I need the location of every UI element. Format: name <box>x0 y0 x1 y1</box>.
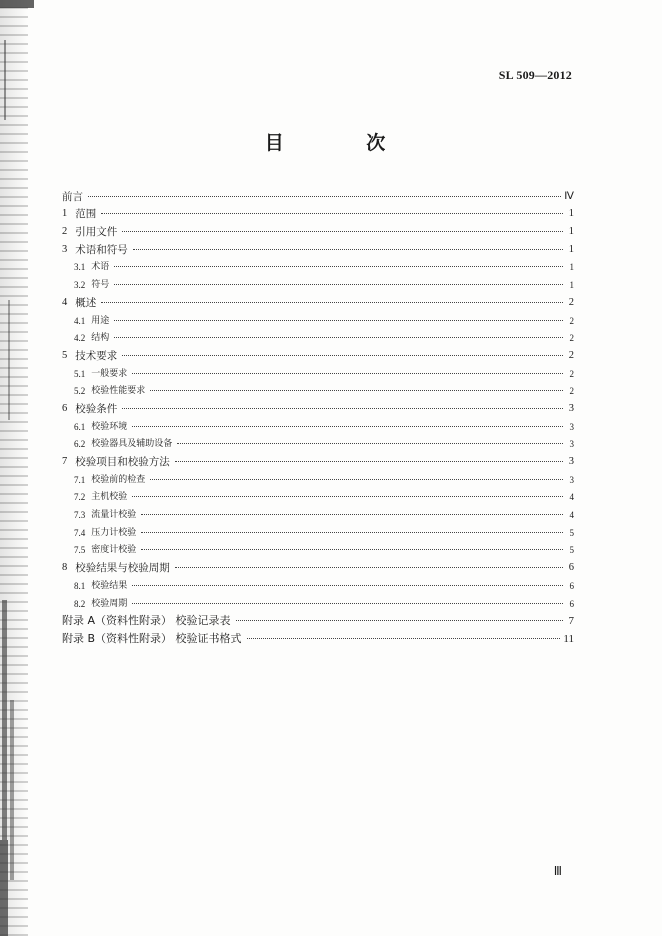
page-number: Ⅲ <box>553 864 562 878</box>
toc-dot-leader <box>114 320 563 321</box>
toc-entry-label: 技术要求 <box>75 349 118 362</box>
toc-entry-page: 3 <box>569 421 574 432</box>
toc-entry[interactable] <box>62 415 574 433</box>
toc-entry-label: 校验结果与校验周期 <box>75 562 170 575</box>
toc-entry-label: 结构 <box>91 333 110 344</box>
toc-entry-label: 概述 <box>75 296 97 309</box>
toc-entry-label: 用途 <box>91 315 110 326</box>
toc-entry-page: 1 <box>569 262 574 273</box>
toc-entry-page: 5 <box>569 527 574 538</box>
toc-dot-leader <box>114 266 563 267</box>
toc-entry-label: 附录 A（资料性附录） 校验记录表 <box>62 614 231 628</box>
toc-dot-leader <box>247 638 561 639</box>
toc-entry-label: 校验性能要求 <box>91 386 146 397</box>
toc-entry[interactable] <box>62 256 574 274</box>
toc-dot-leader <box>132 603 563 604</box>
toc-entry-page: 6 <box>569 598 574 609</box>
toc-entry-number: 5.1 <box>74 368 86 379</box>
toc-dot-leader <box>141 532 563 533</box>
toc-entry-label: 术语和符号 <box>75 243 128 256</box>
toc-entry-page: 3 <box>569 474 574 485</box>
toc-entry[interactable] <box>62 556 574 574</box>
toc-entry-number: 7.5 <box>74 545 86 556</box>
toc-entry[interactable] <box>62 344 574 362</box>
toc-entry[interactable] <box>62 503 574 521</box>
toc-entry-label: 引用文件 <box>75 226 118 239</box>
toc-entry[interactable] <box>62 627 574 645</box>
toc-entry-label: 校验前的检查 <box>91 474 146 485</box>
toc-entry-number: 5.2 <box>74 386 86 397</box>
toc-entry-page: 1 <box>569 280 574 291</box>
toc-entry-label: 范围 <box>75 208 97 221</box>
toc-dot-leader <box>114 337 563 338</box>
toc-dot-leader <box>114 284 563 285</box>
toc-entry-label: 主机校验 <box>91 492 128 503</box>
toc-entry-label: 一般要求 <box>91 368 128 379</box>
toc-dot-leader <box>141 514 563 515</box>
toc-dot-leader <box>175 567 563 568</box>
toc-entry[interactable] <box>62 397 574 415</box>
toc-dot-leader <box>122 408 563 409</box>
scan-corner-artifact <box>0 0 34 8</box>
toc-dot-leader <box>132 496 563 497</box>
toc-entry-page: 1 <box>568 226 574 238</box>
toc-entry-page: 2 <box>569 315 574 326</box>
toc-entry-number: 7.3 <box>74 510 86 521</box>
toc-entry[interactable] <box>62 327 574 345</box>
toc-entry-page: 3 <box>568 456 574 467</box>
toc-entry[interactable] <box>62 468 574 486</box>
toc-entry-number: 2 <box>62 226 68 238</box>
toc-entry-number: 4 <box>62 296 68 308</box>
toc-entry-label: 符号 <box>91 280 110 291</box>
toc-entry[interactable] <box>62 433 574 451</box>
toc-entry-number: 3 <box>62 243 68 255</box>
toc-entry[interactable] <box>62 273 574 291</box>
toc-entry-number: 8 <box>62 562 68 574</box>
toc-entry[interactable] <box>62 574 574 592</box>
toc-entry-label: 校验结果 <box>91 580 128 591</box>
toc-entry-page: 2 <box>568 349 574 361</box>
toc-entry-page: 3 <box>568 402 574 414</box>
toc-entry-number: 4.1 <box>74 315 86 326</box>
toc-entry-label: 校验条件 <box>75 402 118 415</box>
toc-entry[interactable] <box>62 486 574 504</box>
toc-entry-page: 1 <box>568 208 574 220</box>
toc-entry[interactable] <box>62 203 574 221</box>
toc-dot-leader <box>132 585 563 586</box>
toc-entry-label: 校验环境 <box>91 421 128 432</box>
toc-entry-page: 1 <box>568 243 574 255</box>
toc-entry-number: 3.2 <box>74 280 86 291</box>
toc-entry[interactable] <box>62 450 574 468</box>
toc-entry[interactable] <box>62 521 574 539</box>
toc-entry[interactable] <box>62 539 574 557</box>
toc-entry-page: 5 <box>569 545 574 556</box>
toc-dot-leader <box>132 426 563 427</box>
toc-entry-number: 1 <box>62 208 68 220</box>
toc-dot-leader <box>150 390 563 391</box>
toc-entry[interactable] <box>62 362 574 380</box>
toc-entry-number: 7.2 <box>74 492 86 503</box>
toc-dot-leader <box>122 231 563 232</box>
toc-entry-number: 8.1 <box>74 580 86 591</box>
toc-entry-number: 3.1 <box>74 262 86 273</box>
toc-entry-label: 校验器具及辅助设备 <box>91 439 173 450</box>
toc-dot-leader <box>101 302 563 303</box>
toc-entry[interactable] <box>62 380 574 398</box>
toc-dot-leader <box>175 461 563 462</box>
toc-entry-number: 4.2 <box>74 333 86 344</box>
toc-dot-leader <box>122 355 563 356</box>
toc-entry-number: 6 <box>62 402 68 414</box>
toc-entry-page: 2 <box>569 368 574 379</box>
toc-entry-page: 2 <box>569 333 574 344</box>
toc-entry-page: Ⅳ <box>564 190 574 202</box>
toc-title: 目 次 <box>264 132 424 154</box>
toc-entry-number: 7 <box>62 456 68 467</box>
toc-dot-leader <box>101 213 563 214</box>
toc-entry-label: 密度计校验 <box>91 545 137 556</box>
toc-entry-number: 6.1 <box>74 421 86 432</box>
table-of-contents <box>62 185 574 645</box>
toc-entry[interactable] <box>62 238 574 256</box>
toc-entry-label: 前言 <box>62 190 83 203</box>
toc-entry-label: 附录 B（资料性附录） 校验证书格式 <box>62 631 242 645</box>
toc-entry-label: 校验周期 <box>91 598 128 609</box>
toc-dot-leader <box>132 373 563 374</box>
toc-entry-page: 2 <box>569 386 574 397</box>
toc-entry-label: 术语 <box>91 262 110 273</box>
toc-dot-leader <box>236 620 563 621</box>
toc-entry-page: 6 <box>568 562 574 574</box>
toc-dot-leader <box>177 443 563 444</box>
toc-entry-page: 2 <box>568 296 574 308</box>
standard-code: SL 509—2012 <box>498 68 572 82</box>
toc-entry[interactable] <box>62 610 574 628</box>
toc-dot-leader <box>150 479 563 480</box>
toc-entry-number: 8.2 <box>74 598 86 609</box>
toc-entry[interactable] <box>62 309 574 327</box>
toc-entry[interactable] <box>62 592 574 610</box>
toc-entry-number: 6.2 <box>74 439 86 450</box>
toc-entry-page: 3 <box>569 439 574 450</box>
toc-entry-number: 7.1 <box>74 474 86 485</box>
toc-entry-label: 压力计校验 <box>91 527 137 538</box>
toc-dot-leader <box>141 549 563 550</box>
toc-entry-number: 7.4 <box>74 527 86 538</box>
toc-entry-page: 4 <box>569 492 574 503</box>
toc-entry-number: 5 <box>62 349 68 361</box>
toc-entry[interactable] <box>62 185 574 203</box>
toc-dot-leader <box>133 249 563 250</box>
toc-entry-label: 流量计校验 <box>91 510 137 521</box>
toc-entry-page: 7 <box>568 615 574 628</box>
toc-entry-label: 校验项目和校验方法 <box>75 456 170 468</box>
toc-entry-page: 11 <box>563 632 574 645</box>
toc-dot-leader <box>88 196 561 197</box>
toc-entry[interactable] <box>62 291 574 309</box>
toc-entry[interactable] <box>62 220 574 238</box>
toc-entry-page: 4 <box>569 510 574 521</box>
toc-entry-page: 6 <box>569 580 574 591</box>
